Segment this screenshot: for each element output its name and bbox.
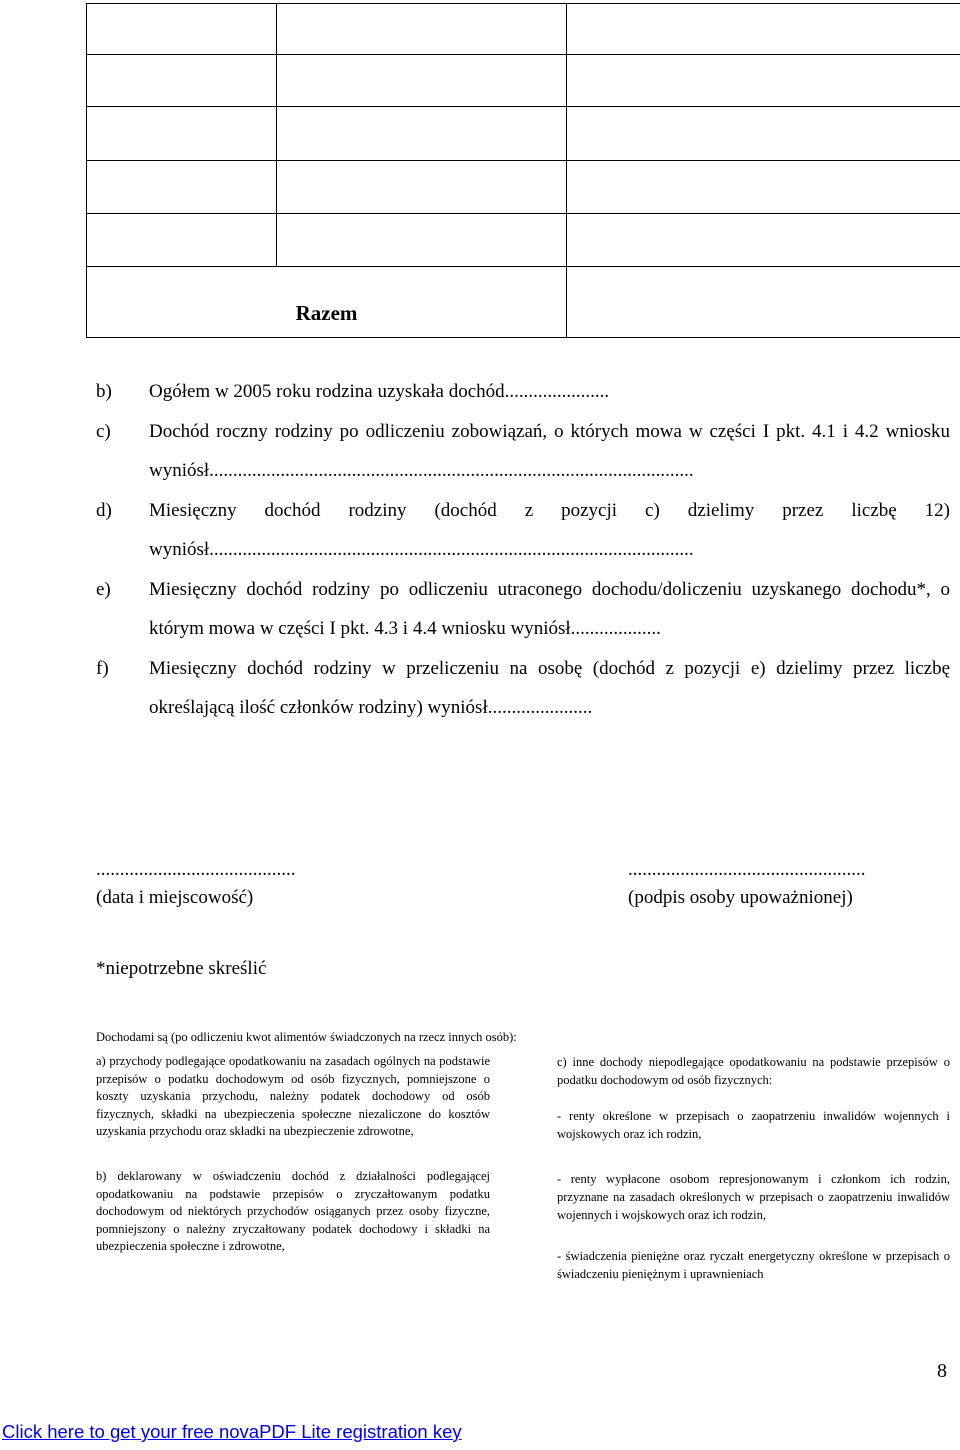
item-text: Miesięczny dochód rodziny (dochód z pozycji c) dzielimy przez liczbę 12) wyniósł...................................................................................................... [149, 499, 950, 560]
list-item [96, 412, 950, 491]
item-text: Dochód roczny rodziny po odliczeniu zobowiązań, o których mowa w części I pkt. 4.1 i 4.2 wniosku wyniósł...................................................................................................... [149, 420, 950, 481]
item-label: e) [96, 578, 111, 600]
table-row [87, 55, 960, 107]
item-label: c) [96, 420, 111, 442]
note-paragraph: - renty określone w przepisach o zaopatrzeniu inwalidów wojennych i wojskowych oraz ich rodzin, [557, 1109, 950, 1141]
item-label: b) [96, 381, 112, 402]
list-item [96, 570, 950, 649]
novapdf-registration-link[interactable]: Click here to get your free novaPDF Lite registration key [2, 1421, 462, 1442]
total-label-cell [87, 267, 567, 338]
total-value-cell [567, 267, 960, 338]
item-label: d) [96, 499, 112, 521]
item-text: Ogółem w 2005 roku rodzina uzyskała dochód...................... [149, 381, 610, 402]
list-item [96, 491, 950, 570]
income-summary-list [96, 372, 950, 728]
notes-left-column [96, 1053, 490, 1256]
note-paragraph: - świadczenia pieniężne oraz ryczałt energetyczny określone w przepisach o świadczeniu pieniężnym i uprawnieniach [557, 1249, 950, 1281]
note-paragraph: b) deklarowany w oświadczeniu dochód z działalności podlegającej opodatkowaniu na podstawie przepisów o zryczałtowanym podatku dochodowym od niektórych przychodów osiąganych przez osoby fizyczne, pomniejszony o należny zryczałtowany podatek dochodowy i składki na ubezpieczenia społeczne i zdrowotne, [96, 1168, 490, 1254]
table-row [87, 4, 960, 55]
item-text: Miesięczny dochód rodziny w przeliczeniu na osobę (dochód z pozycji e) dzielimy przez liczbę określającą ilość członków rodziny) wyniósł...................... [149, 657, 950, 718]
notes-heading: Dochodami są (po odliczeniu kwot alimentów świadczonych na rzecz innych osób): [96, 1030, 517, 1044]
note-paragraph: - renty wypłacone osobom represjonowanym i członkom ich rodzin, przyznane na zasadach określonych w przepisach o zaopatrzeniu inwalidów wojennych i wojskowych oraz ich rodzin, [557, 1172, 950, 1222]
signature-label: (podpis osoby upoważnionej) [628, 887, 853, 908]
page-number: 8 [937, 1360, 947, 1382]
date-place-signature [96, 856, 296, 912]
notes-right-column [557, 1054, 950, 1283]
table-row [87, 107, 960, 161]
item-label: f) [96, 657, 109, 679]
table-row [87, 214, 960, 267]
item-text: Miesięczny dochód rodziny po odliczeniu utraconego dochodu/doliczeniu uzyskanego dochodu*, o którym mowa w części I pkt. 4.3 i 4.4 wniosku wyniósł................... [149, 578, 950, 639]
list-item [96, 372, 950, 412]
signature-dots: .................................................. [628, 859, 866, 880]
note-paragraph: a) przychody podlegające opodatkowaniu na zasadach ogólnych na podstawie przepisów o podatku dochodowym od osób fizycznych, pomniejszone o koszty uzyskania przychodu, należny podatek dochodowy od osób fizycznych, składki na ubezpieczenia społeczne niezaliczone do kosztów uzyskania przychodu oraz składki na ubezpieczenie zdrowotne, [96, 1054, 490, 1139]
note-paragraph: c) inne dochody niepodlegające opodatkowaniu na podstawie przepisów o podatku dochodowym od osób fizycznych: [557, 1055, 950, 1087]
date-dots: .......................................... [96, 859, 296, 880]
date-place-label: (data i miejscowość) [96, 887, 254, 908]
table-row [87, 161, 960, 214]
list-item [96, 649, 950, 728]
total-label: Razem [295, 300, 358, 325]
authorized-signature [628, 856, 866, 912]
footnote: *niepotrzebne skreślić [96, 958, 267, 979]
table-total-row [87, 267, 960, 338]
income-table [86, 3, 960, 338]
